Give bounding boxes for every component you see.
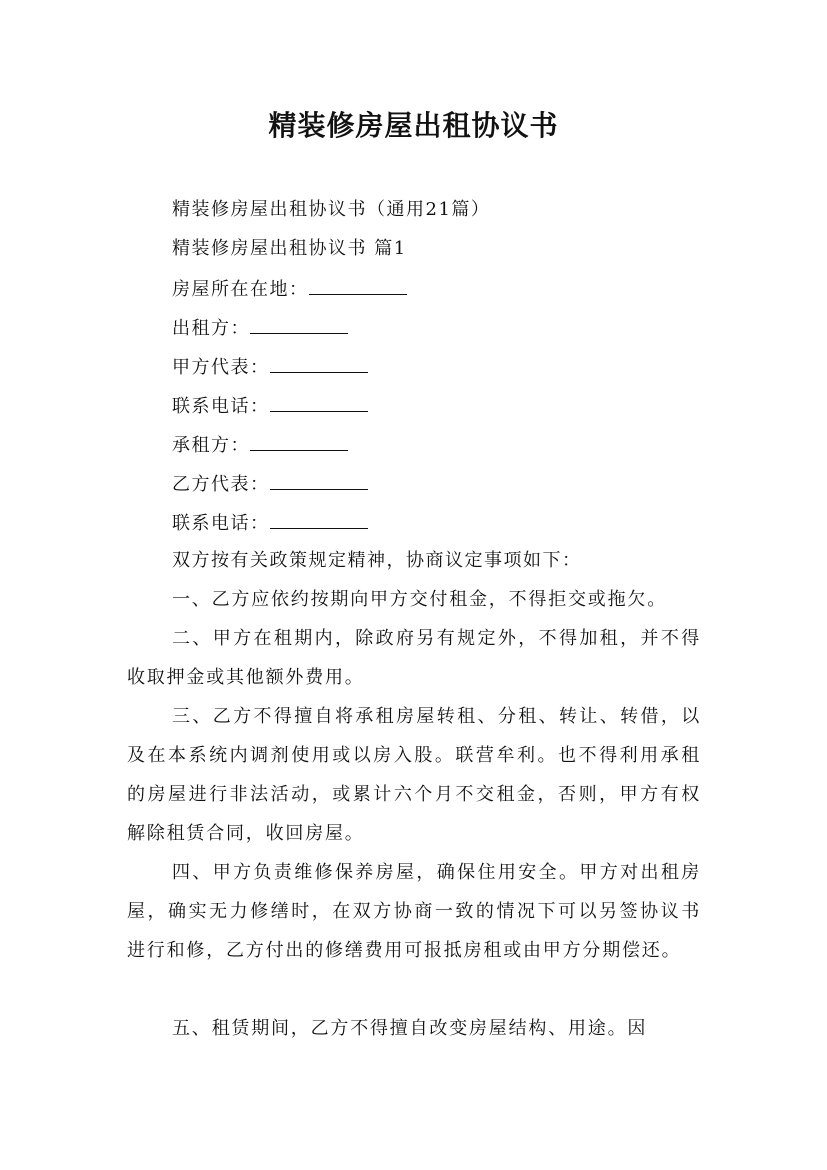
field-label: 出租方： — [172, 318, 250, 339]
clause-4: 四、甲方负责维修保养房屋，确保住用安全。甲方对出租房屋，确实无力修缮时，在双方协商一致的情况下可以另签协议书进行和修，乙方付出的修缮费用可报抵房租或由甲方分期偿还。 — [127, 862, 701, 961]
fill-in-blank — [270, 354, 368, 373]
field-lessor — [172, 315, 348, 341]
field-property-location — [172, 276, 407, 302]
clause-3: 三、乙方不得擅自将承租房屋转租、分租、转让、转借，以及在本系统内调剂使用或以房入股。联营牟利。也不得利用承租的房屋进行非法活动，或累计六个月不交租金，否则，甲方有权解除租赁合同，收回房屋。 — [127, 706, 701, 844]
document-title: 精装修房屋出租协议书 — [268, 109, 559, 142]
document-subtitle: 精装修房屋出租协议书（通用21篇） — [172, 199, 491, 220]
fill-in-blank — [250, 432, 348, 451]
fill-in-blank — [250, 315, 348, 334]
field-party-a-representative — [172, 354, 368, 380]
section-heading: 精装修房屋出租协议书 篇1 — [172, 238, 407, 259]
field-label: 承租方： — [172, 435, 250, 456]
intro-text: 双方按有关政策规定精神，协商议定事项如下： — [172, 550, 582, 571]
field-label: 甲方代表： — [172, 357, 270, 378]
clause-5: 五、租赁期间，乙方不得擅自改变房屋结构、用途。因 — [172, 1018, 648, 1039]
field-label: 联系电话： — [172, 513, 270, 534]
clause-2: 二、甲方在租期内，除政府另有规定外，不得加租，并不得收取押金或其他额外费用。 — [127, 628, 701, 688]
clause-1: 一、乙方应依约按期向甲方交付租金，不得拒交或拖欠。 — [172, 589, 667, 610]
field-party-b-representative — [172, 471, 368, 497]
fill-in-blank — [309, 276, 407, 295]
field-lessee — [172, 432, 348, 458]
fill-in-blank — [270, 471, 368, 490]
field-label: 联系电话： — [172, 396, 270, 417]
fill-in-blank — [270, 393, 368, 412]
field-party-a-phone — [172, 393, 368, 419]
fill-in-blank — [270, 510, 368, 529]
field-label: 房屋所在在地： — [172, 279, 309, 300]
field-party-b-phone — [172, 510, 368, 536]
field-label: 乙方代表： — [172, 474, 270, 495]
